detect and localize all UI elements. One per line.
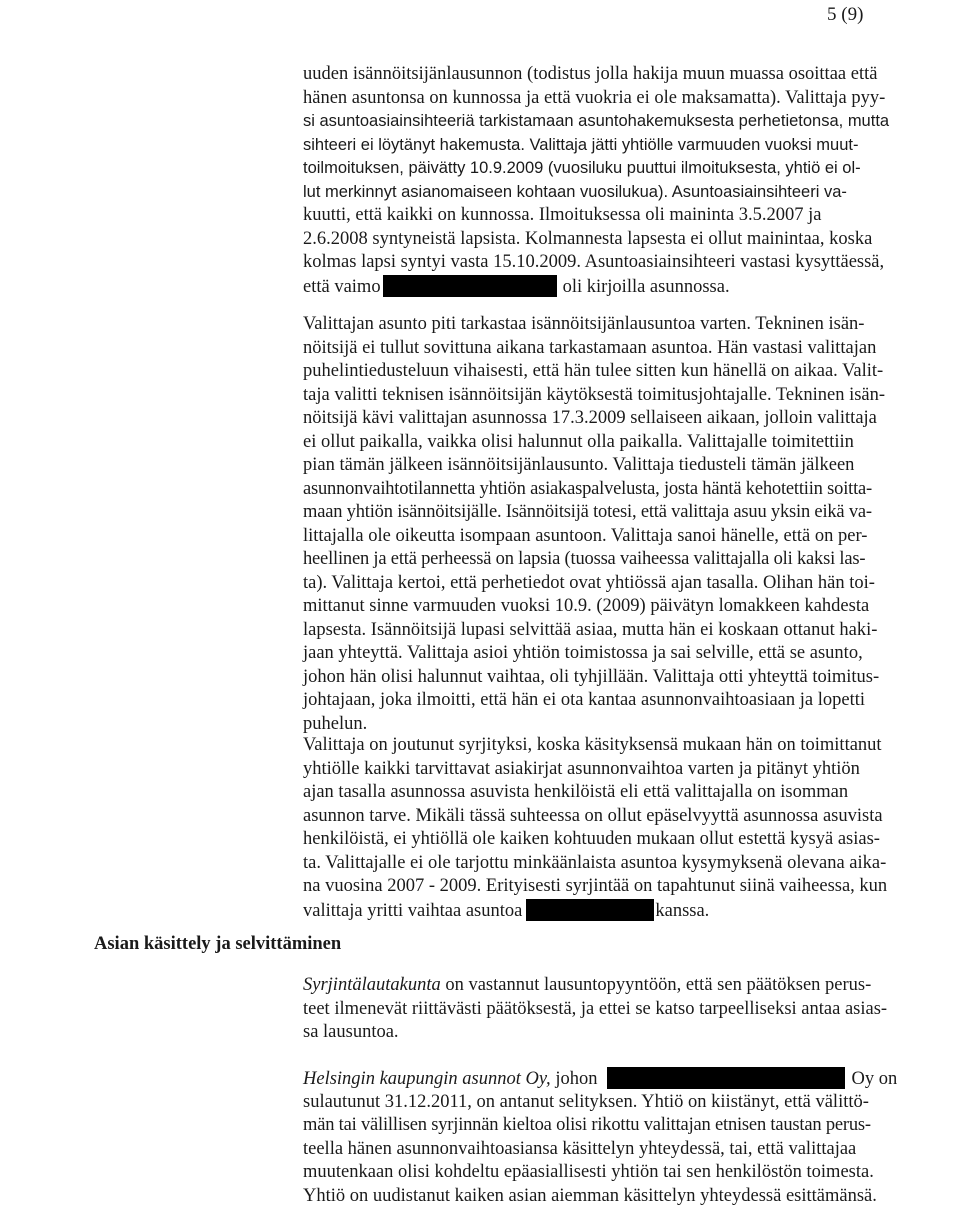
text-line: Valittajan asunto piti tarkastaa isännöitsijänlausuntoa varten. Tekninen isän- [303,313,921,337]
text-line: taja valitti teknisen isännöitsijän käytöksestä toimitusjohtajalle. Tekninen isän- [303,384,921,408]
text-line: lut merkinnyt asianomaiseen kohtaan vuosilukua). Asuntoasiainsihteeri va- [303,181,921,205]
paragraph-2 [303,313,921,736]
section-heading: Asian käsittely ja selvittäminen [94,932,341,956]
text-line: asunnon tarve. Mikäli tässä suhteessa on ollut epäselvyyttä asunnossa asuvista [303,805,921,829]
paragraph-1 [303,63,921,298]
text-line: män tai välillisen syrjinnän kieltoa olisi rikottu valittajan etnisen taustan perus- [303,1114,921,1138]
text-line: Yhtiö on uudistanut kaiken asian aiemman käsittelyn yhteydessä esittämänsä. [303,1185,921,1208]
text-line: littajalla ole oikeutta isompaan asuntoon. Valittaja sanoi hänelle, että on per- [303,525,921,549]
text-fragment: Oy on [851,1069,897,1089]
text-line [303,974,921,998]
redaction-box [526,899,654,921]
text-line: hänen asuntonsa on kunnossa ja että vuokria ei ole maksamatta). Valittaja pyy- [303,87,921,111]
text-line: ta). Valittaja kertoi, että perhetiedot ovat yhtiössä ajan tasalla. Olihan hän toi- [303,572,921,596]
text-line [303,899,921,923]
text-line: teella hänen asunnonvaihtoasiansa käsittelyn yhteydessä, tai, että valittajaa [303,1138,921,1162]
text-line: sulautunut 31.12.2011, on antanut selityksen. Yhtiö on kiistänyt, että välittö- [303,1091,921,1115]
paragraph-3 [303,734,921,922]
text-line: jaan yhteyttä. Valittaja asioi yhtiön toimistossa ja sai selville, että se asunto, [303,642,921,666]
redaction-box [383,275,557,297]
text-line: mittanut sinne varmuuden vuoksi 10.9. (2009) päivätyn lomakkeen kahdesta [303,595,921,619]
text-fragment: on vastannut lausuntopyyntöön, että sen päätöksen perus- [441,975,872,995]
text-fragment: että vaimo [303,277,381,297]
text-line [303,275,921,299]
text-line: sihteeri ei löytänyt hakemusta. Valittaja jätti yhtiölle varmuuden vuoksi muut- [303,134,921,158]
text-line: henkilöistä, ei yhtiöllä ole kaiken kohtuuden mukaan ollut estettä kysyä asias- [303,828,921,852]
text-line: uuden isännöitsijänlausunnon (todistus jolla hakija muun muassa osoittaa että [303,63,921,87]
page-number: 5 (9) [827,4,863,26]
text-line: muutenkaan olisi kohdeltu epäasiallisesti yhtiön tai sen henkilöstön toimesta. [303,1161,921,1185]
text-line: pian tämän jälkeen isännöitsijänlausunto. Valittaja tiedusteli tämän jälkeen [303,454,921,478]
text-line: 2.6.2008 syntyneistä lapsista. Kolmannesta lapsesta ei ollut mainintaa, koska [303,228,921,252]
text-line: puhelun. [303,713,921,737]
text-line: teet ilmenevät riittävästi päätöksestä, ja ettei se katso tarpeelliseksi antaa asias- [303,998,921,1022]
text-line [303,1067,921,1091]
italic-name: Helsingin kaupungin asunnot Oy, [303,1069,551,1089]
text-fragment: oli kirjoilla asunnossa. [563,277,730,297]
text-line: kolmas lapsi syntyi vasta 15.10.2009. Asuntoasiainsihteeri vastasi kysyttäessä, [303,251,921,275]
paragraph-4 [303,974,921,1045]
text-line: heellinen ja että perheessä on lapsia (tuossa vaiheessa valittajalla oli kaksi las- [303,548,921,572]
text-line: sa lausuntoa. [303,1021,921,1045]
paragraph-5 [303,1067,921,1208]
text-line: puhelintiedusteluun vihaisesti, että hän tulee sitten kun hänellä on aikaa. Valit- [303,360,921,384]
text-line: nöitsijä kävi valittajan asunnossa 17.3.2009 sellaiseen aikaan, jolloin valittaja [303,407,921,431]
text-line: toilmoituksen, päivätty 10.9.2009 (vuosiluku puuttui ilmoituksesta, yhtiö ei ol- [303,157,921,181]
text-line: kuutti, että kaikki on kunnossa. Ilmoituksessa oli maininta 3.5.2007 ja [303,204,921,228]
text-line: nöitsijä ei tullut sovittuna aikana tarkastamaan asuntoa. Hän vastasi valittajan [303,337,921,361]
text-line: Valittaja on joutunut syrjityksi, koska käsityksensä mukaan hän on toimittanut [303,734,921,758]
italic-name: Syrjintälautakunta [303,975,441,995]
text-line: ajan tasalla asunnossa asuvista henkilöistä eli että valittajalla on isomman [303,781,921,805]
text-line: johon hän olisi halunnut vaihtaa, oli tyhjillään. Valittaja otti yhteyttä toimitus- [303,666,921,690]
redaction-box [607,1067,845,1089]
text-fragment: kanssa. [655,901,709,921]
text-line: na vuosina 2007 - 2009. Erityisesti syrjintää on tapahtunut siinä vaiheessa, kun [303,875,921,899]
text-line: maan yhtiön isännöitsijälle. Isännöitsijä totesi, että valittaja asuu yksin eikä va- [303,501,921,525]
text-line: ei ollut paikalla, vaikka olisi halunnut olla paikalla. Valittajalle toimitettiin [303,431,921,455]
text-fragment: valittaja yritti vaihtaa asuntoa [303,901,522,921]
text-fragment: johon [551,1069,598,1089]
text-line: johtajaan, joka ilmoitti, että hän ei ota kantaa asunnonvaihtoasiaan ja lopetti [303,689,921,713]
text-line: si asuntoasiainsihteeriä tarkistamaan asuntohakemuksesta perhetietonsa, mutta [303,110,921,134]
text-line: lapsesta. Isännöitsijä lupasi selvittää asiaa, mutta hän ei koskaan ottanut haki- [303,619,921,643]
text-line: yhtiölle kaikki tarvittavat asiakirjat asunnonvaihtoa varten ja pitänyt yhtiön [303,758,921,782]
text-line: asunnonvaihtotilannetta yhtiön asiakaspalvelusta, josta häntä kehotettiin soitta- [303,478,921,502]
text-line: ta. Valittajalle ei ole tarjottu minkäänlaista asuntoa kysymyksenä olevana aika- [303,852,921,876]
